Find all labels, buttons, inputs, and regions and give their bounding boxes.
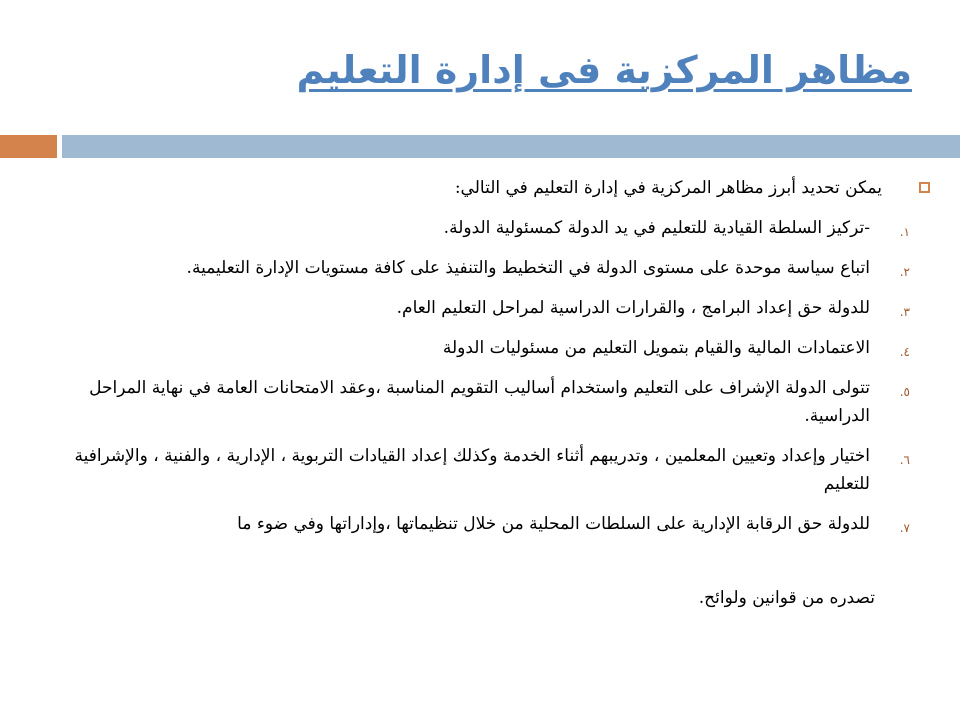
- list-item-number: ١.: [899, 225, 910, 239]
- list-item: [60, 442, 930, 498]
- accent-bar-orange: [0, 135, 57, 158]
- list-item-number: ٣.: [899, 305, 910, 319]
- list-item: [60, 254, 930, 282]
- intro-text: يمكن تحديد أبرز مظاهر المركزية في إدارة التعليم في التالي:: [454, 178, 882, 198]
- list-item: [60, 374, 930, 430]
- list-item-number: ٧.: [899, 521, 910, 535]
- list-item-text: للدولة حق الرقابة الإدارية على السلطات المحلية من خلال تنظيماتها ،وإداراتها وفي ضوء ما: [237, 514, 870, 534]
- slide-body: [60, 168, 930, 550]
- list-item-number: ٦.: [899, 453, 910, 467]
- accent-bar-blue: [62, 135, 960, 158]
- list-item: [60, 510, 930, 538]
- list-item-text: للدولة حق إعداد البرامج ، والقرارات الدراسية لمراحل التعليم العام.: [396, 298, 870, 318]
- square-bullet-icon: [919, 182, 930, 193]
- intro-line: [60, 168, 930, 208]
- list-item-number: ٢.: [899, 265, 910, 279]
- list-item-text: تتولى الدولة الإشراف على التعليم واستخدام أساليب التقويم المناسبة ،وعقد الامتحانات العامة في نهاية المراحل الدراسية.: [89, 378, 870, 426]
- list-item-number: ٥.: [899, 385, 910, 399]
- list-item-number: ٤.: [899, 345, 910, 359]
- list-item-text: -تركيز السلطة القيادية للتعليم في يد الدولة كمسئولية الدولة.: [443, 218, 870, 238]
- list-item-text: اختيار وإعداد وتعيين المعلمين ، وتدريبهم أثناء الخدمة وكذلك إعداد القيادات التربوية ، الإدارية ، والفنية ، والإشرافية للتعليم: [74, 446, 870, 494]
- slide-title: مظاهر المركزية فى إدارة التعليم: [296, 48, 912, 92]
- list-item: [60, 214, 930, 242]
- list-item: [60, 294, 930, 322]
- continuation-text: تصدره من قوانين ولوائح.: [698, 588, 875, 608]
- numbered-list: [60, 214, 930, 538]
- list-item-text: اتباع سياسة موحدة على مستوى الدولة في التخطيط والتنفيذ على كافة مستويات الإدارة التعليمية.: [186, 258, 870, 278]
- list-item-text: الاعتمادات المالية والقيام بتمويل التعليم من مسئوليات الدولة: [442, 338, 870, 358]
- list-item: [60, 334, 930, 362]
